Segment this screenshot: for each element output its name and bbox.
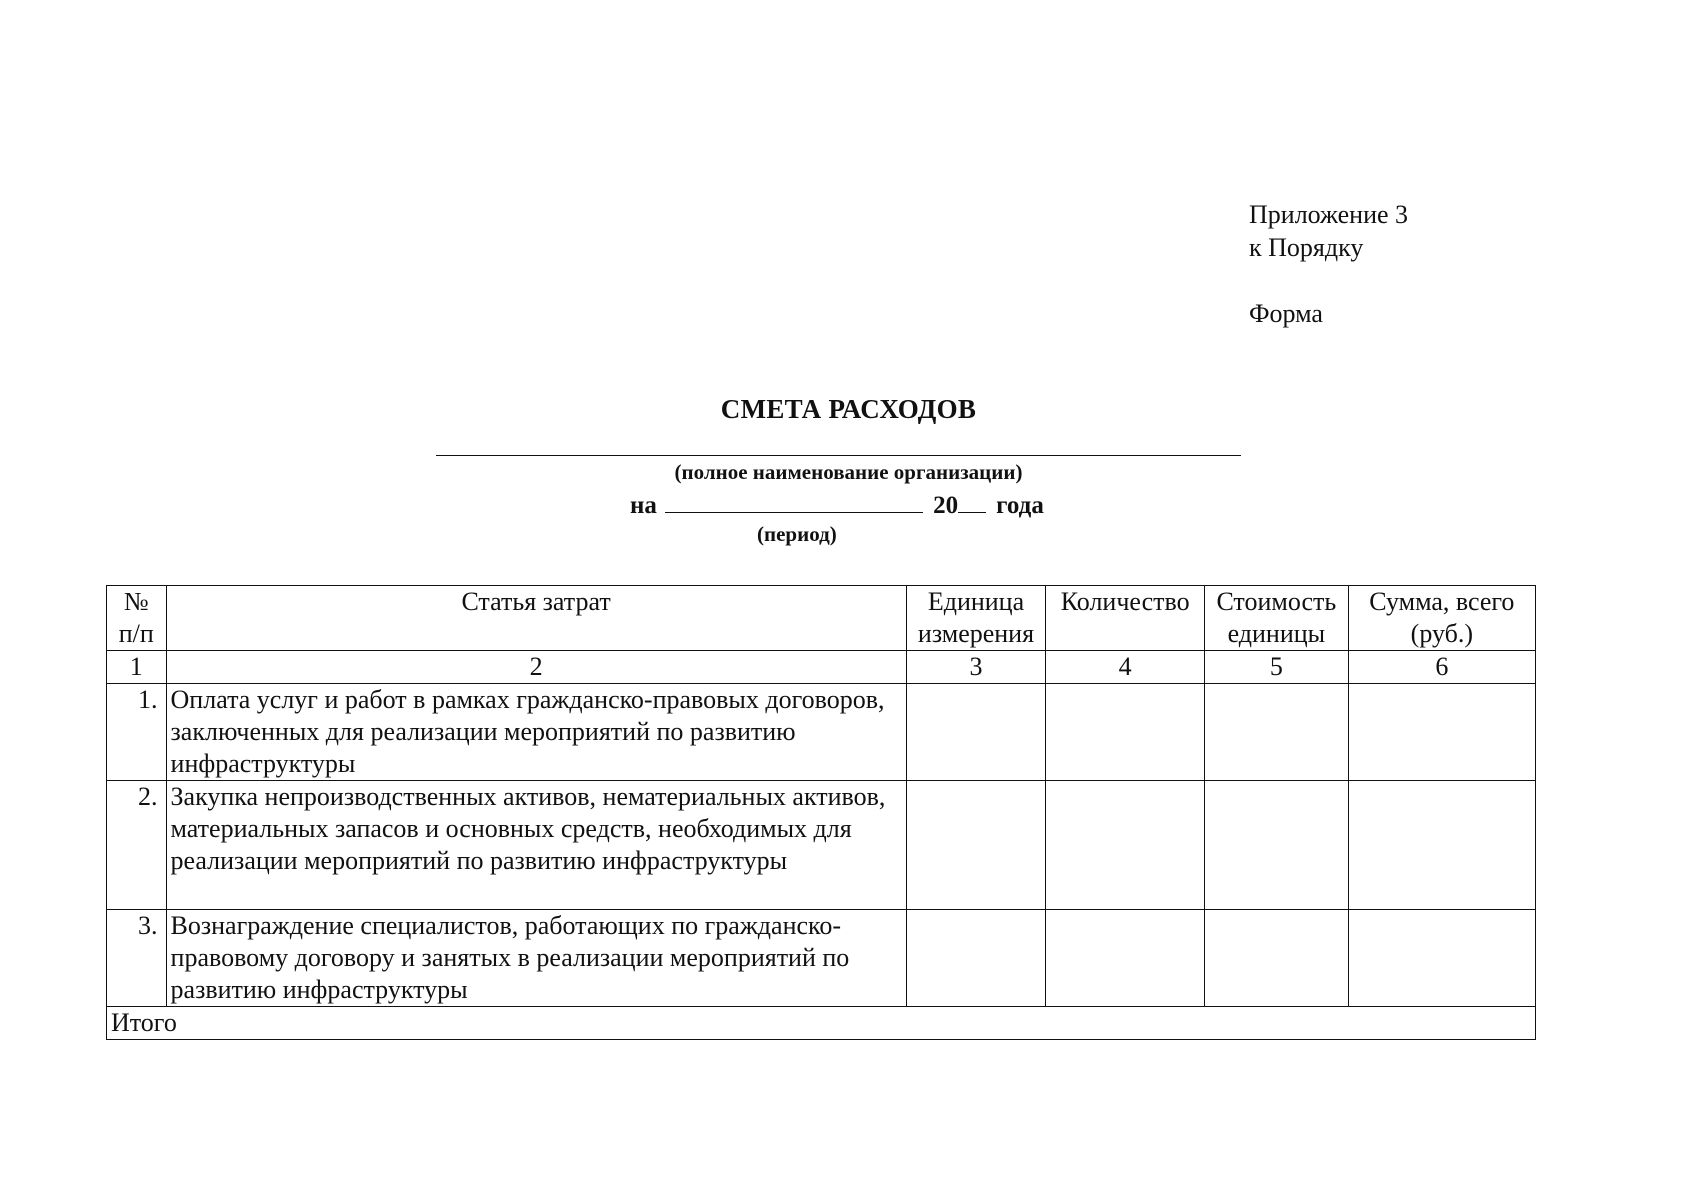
row-number: 2. xyxy=(107,781,167,910)
table-header-row xyxy=(107,586,1536,651)
total-row xyxy=(107,1007,1536,1040)
col-number: 1 xyxy=(107,651,167,684)
period-blank-line xyxy=(665,490,923,513)
period-suffix: года xyxy=(996,492,1044,519)
header-num: № п/п xyxy=(107,586,167,651)
form-label: Форма xyxy=(1249,299,1323,328)
row-item: Закупка непроизводственных активов, нематериальных активов, материальных запасов и основных средств, необходимых для реализации мероприятий по развитию инфраструктуры xyxy=(166,781,906,910)
organization-name-line xyxy=(436,455,1241,456)
period-row xyxy=(630,490,1044,520)
header-sum: Сумма, всего (руб.) xyxy=(1348,586,1535,651)
col-number: 3 xyxy=(906,651,1046,684)
col-number: 6 xyxy=(1348,651,1535,684)
row-unit-cost-cell[interactable] xyxy=(1204,910,1348,1007)
header-qty: Количество xyxy=(1046,586,1205,651)
appendix-block xyxy=(1249,198,1408,330)
row-qty-cell[interactable] xyxy=(1046,781,1205,910)
row-number: 1. xyxy=(107,684,167,781)
organization-caption: (полное наименование организации) xyxy=(674,460,1023,484)
col-number: 5 xyxy=(1204,651,1348,684)
appendix-line-2: к Порядку xyxy=(1249,233,1364,262)
appendix-line-1: Приложение 3 xyxy=(1249,200,1409,229)
header-unit-cost: Стоимость единицы xyxy=(1204,586,1348,651)
row-unit-cell[interactable] xyxy=(906,910,1046,1007)
row-item: Оплата услуг и работ в рамках гражданско-правовых договоров, заключенных для реализации мероприятий по развитию инфраструктуры xyxy=(166,684,906,781)
header-unit: Единица измерения xyxy=(906,586,1046,651)
row-sum-cell[interactable] xyxy=(1348,781,1535,910)
document-title: СМЕТА РАСХОДОВ xyxy=(720,394,977,424)
table-row xyxy=(107,781,1536,910)
column-number-row xyxy=(107,651,1536,684)
year-blank-line xyxy=(958,492,986,513)
header-item: Статья затрат xyxy=(166,586,906,651)
row-qty-cell[interactable] xyxy=(1046,910,1205,1007)
row-unit-cost-cell[interactable] xyxy=(1204,781,1348,910)
col-number: 4 xyxy=(1046,651,1205,684)
period-caption: (период) xyxy=(757,522,837,546)
period-prefix: на xyxy=(630,492,657,519)
table-row xyxy=(107,684,1536,781)
row-sum-cell[interactable] xyxy=(1348,910,1535,1007)
row-qty-cell[interactable] xyxy=(1046,684,1205,781)
row-number: 3. xyxy=(107,910,167,1007)
total-label: Итого xyxy=(107,1007,1536,1040)
row-sum-cell[interactable] xyxy=(1348,684,1535,781)
row-unit-cell[interactable] xyxy=(906,684,1046,781)
row-unit-cell[interactable] xyxy=(906,781,1046,910)
col-number: 2 xyxy=(166,651,906,684)
row-unit-cost-cell[interactable] xyxy=(1204,684,1348,781)
row-item: Вознаграждение специалистов, работающих по гражданско-правовому договору и занятых в реализации мероприятий по развитию инфраструктуры xyxy=(166,910,906,1007)
year-prefix: 20 xyxy=(933,492,959,519)
table-row xyxy=(107,910,1536,1007)
estimate-table xyxy=(106,585,1536,1040)
